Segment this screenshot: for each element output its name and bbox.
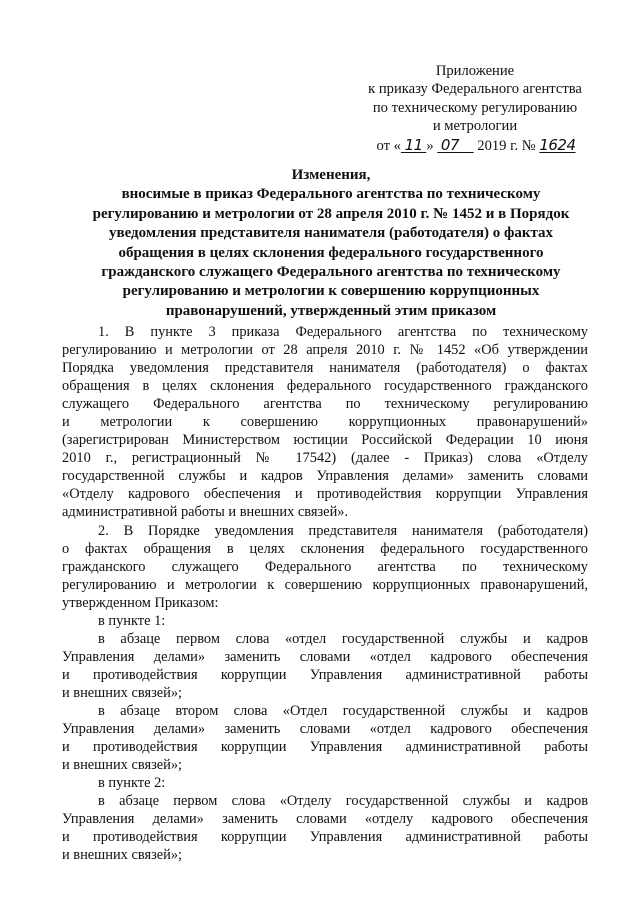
date-year: 2019 г. №	[477, 137, 536, 154]
title-line: гражданского служащего Федерального агентства по техническому	[101, 264, 561, 281]
appendix-line: к приказу Федерального агентства	[368, 81, 582, 98]
body-text-line: и внешних связей»;	[62, 847, 183, 864]
title-heading: Изменения,	[291, 167, 371, 183]
handwritten-month: 07	[440, 135, 460, 154]
title-line: правонарушений, утвержденный этим приказом	[165, 302, 497, 319]
title-line: уведомления представителя нанимателя (работодателя) о фактах	[108, 225, 554, 242]
order-date-line	[332, 136, 620, 155]
body-text-line: (зарегистрирован Министерством юстиции Российской Федерации 10 июня	[62, 432, 588, 449]
body-text-line: о фактах обращения в целях склонения федерального государственного	[62, 540, 588, 557]
body-text-line: в пункте 1:	[98, 612, 166, 629]
body-text-line: административной работы и внешних связей».	[62, 504, 349, 521]
document-title	[40, 166, 622, 321]
date-mid: »	[426, 137, 434, 154]
body-text-line: регулированию и метрологии от 28 апреля 2010 г. № 1452 «Об утверждении	[62, 342, 588, 359]
body-text-line: «Отделу кадрового обеспечения и противодействия коррупции Управления	[62, 486, 588, 503]
body-text-line: и противодействия коррупции Управления административной работы	[62, 739, 588, 756]
appendix-line: Приложение	[435, 63, 515, 79]
title-line: регулированию и метрологии от 28 апреля 2010 г. № 1452 и в Порядок	[92, 205, 570, 222]
body-text-line: государственной службы и кадров Управления делами» заменить словами	[62, 468, 588, 485]
body-text-line: в абзаце втором слова «Отдел государственной службы и кадров	[98, 702, 588, 719]
body-text-line: гражданского служащего Федерального агентства по техническому	[62, 558, 588, 575]
body-text-line: и внешних связей»;	[62, 684, 183, 701]
title-line: вносимые в приказ Федерального агентства по техническому	[121, 186, 541, 203]
title-line: обращения в целях склонения федерального государственного	[118, 244, 544, 261]
body-text-line: и внешних связей»;	[62, 757, 183, 774]
body-text-line: утвержденном Приказом:	[62, 594, 219, 611]
appendix-line: и метрологии	[432, 118, 518, 135]
body-text-line: и метрологии к совершению коррупционных правонарушений»	[62, 414, 588, 431]
handwritten-day: 11	[404, 135, 423, 154]
body-text-line: и противодействия коррупции Управления административной работы	[62, 829, 588, 846]
body-text-line: Управления делами» заменить словами «отдел кадрового обеспечения	[62, 721, 588, 738]
body-text-line: 2. В Порядке уведомления представителя нанимателя (работодателя)	[98, 522, 588, 539]
date-prefix: от «	[376, 137, 401, 154]
document-body	[62, 323, 588, 864]
body-text-line: 2010 г., регистрационный № 17542) (далее - Приказ) слова «Отделу	[62, 450, 588, 467]
body-text-line: обращения в целях склонения федерального государственного гражданского	[62, 378, 588, 395]
handwritten-order-number: 1624	[539, 135, 576, 154]
title-line: регулированию и метрологии к совершению коррупционных	[122, 283, 540, 300]
body-text-line: Управления делами» заменить словами «отдел кадрового обеспечения	[62, 648, 588, 665]
body-text-line: в пункте 2:	[98, 775, 166, 792]
body-text-line: Управления делами» заменить словами «отделу кадрового обеспечения	[62, 811, 588, 828]
body-text-line: в абзаце первом слова «отдел государственной службы и кадров	[98, 630, 588, 647]
appendix-header	[330, 62, 620, 155]
body-text-line: и противодействия коррупции Управления административной работы	[62, 666, 588, 683]
body-text-line: Порядка уведомления представителя нанимателя (работодателя) о фактах	[62, 360, 588, 377]
body-text-line: в абзаце первом слова «Отделу государственной службы и кадров	[98, 793, 588, 810]
body-text-line: служащего Федерального агентства по техническому регулированию	[62, 396, 588, 413]
body-text-line: 1. В пункте 3 приказа Федерального агентства по техническому	[98, 324, 588, 340]
body-text-line: регулированию и метрологии к совершению коррупционных правонарушений,	[62, 576, 588, 593]
appendix-line: по техническому регулированию	[372, 99, 578, 116]
